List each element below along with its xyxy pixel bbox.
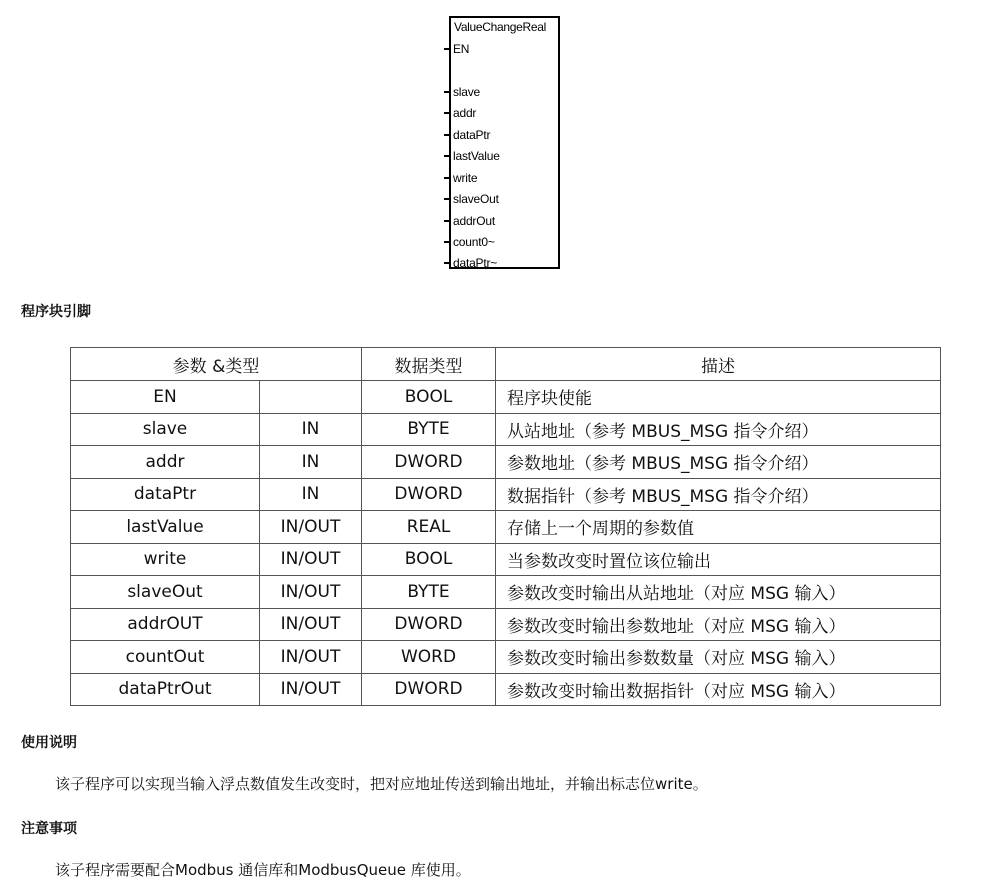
cell-data-type: DWORD	[362, 446, 496, 479]
pin-dataptrout: dataPtr~	[444, 256, 497, 270]
cell-description: 参数地址（参考 MBUS_MSG 指令介绍）	[496, 446, 941, 479]
cell-description: 程序块使能	[496, 381, 941, 414]
table-row	[71, 543, 941, 576]
cell-data-type: WORD	[362, 641, 496, 674]
pin-countout: count0~	[444, 235, 495, 249]
cell-data-type: BYTE	[362, 413, 496, 446]
header-param-type: 参数 &类型	[71, 348, 362, 381]
cell-data-type: BOOL	[362, 381, 496, 414]
table-row	[71, 511, 941, 544]
cell-param: EN	[71, 381, 260, 414]
cell-data-type: REAL	[362, 511, 496, 544]
table-row	[71, 381, 941, 414]
function-block	[449, 16, 560, 269]
cell-data-type: DWORD	[362, 608, 496, 641]
cell-data-type: BYTE	[362, 576, 496, 609]
cell-data-type: DWORD	[362, 478, 496, 511]
cell-direction: IN/OUT	[260, 543, 362, 576]
notes-text: 该子程序需要配合Modbus 通信库和ModbusQueue 库使用。	[55, 861, 471, 879]
cell-param: dataPtr	[71, 478, 260, 511]
table-row	[71, 576, 941, 609]
table-row	[71, 478, 941, 511]
table-row	[71, 673, 941, 706]
cell-param: lastValue	[71, 511, 260, 544]
table-row	[71, 446, 941, 479]
notes-heading: 注意事项	[21, 821, 77, 837]
cell-direction: IN/OUT	[260, 608, 362, 641]
section-pins-heading: 程序块引脚	[21, 304, 91, 320]
usage-heading: 使用说明	[21, 735, 77, 751]
function-block-title: ValueChangeReal	[454, 20, 547, 34]
cell-param: slave	[71, 413, 260, 446]
cell-direction: IN	[260, 446, 362, 479]
cell-description: 当参数改变时置位该位输出	[496, 543, 941, 576]
header-data-type: 数据类型	[362, 348, 496, 381]
table-row	[71, 413, 941, 446]
cell-direction: IN/OUT	[260, 641, 362, 674]
cell-direction: IN	[260, 478, 362, 511]
cell-data-type: BOOL	[362, 543, 496, 576]
cell-param: dataPtrOut	[71, 673, 260, 706]
cell-direction: IN/OUT	[260, 511, 362, 544]
cell-data-type: DWORD	[362, 673, 496, 706]
pin-slave: slave	[444, 85, 480, 99]
cell-description: 参数改变时输出从站地址（对应 MSG 输入）	[496, 576, 941, 609]
pin-dataptr: dataPtr	[444, 128, 490, 142]
cell-description: 参数改变时输出参数数量（对应 MSG 输入）	[496, 641, 941, 674]
pin-addrout: addrOut	[444, 214, 495, 228]
cell-description: 存储上一个周期的参数值	[496, 511, 941, 544]
pin-en: EN	[444, 42, 469, 56]
cell-description: 从站地址（参考 MBUS_MSG 指令介绍）	[496, 413, 941, 446]
header-description: 描述	[496, 348, 941, 381]
cell-param: write	[71, 543, 260, 576]
usage-text: 该子程序可以实现当输入浮点数值发生改变时，把对应地址传送到输出地址，并输出标志位write。	[55, 775, 708, 793]
cell-param: countOut	[71, 641, 260, 674]
cell-param: addrOUT	[71, 608, 260, 641]
cell-direction: IN/OUT	[260, 576, 362, 609]
table-row	[71, 608, 941, 641]
cell-direction: IN	[260, 413, 362, 446]
pin-slaveout: slaveOut	[444, 192, 499, 206]
cell-param: addr	[71, 446, 260, 479]
cell-description: 参数改变时输出参数地址（对应 MSG 输入）	[496, 608, 941, 641]
pin-lastvalue: lastValue	[444, 149, 500, 163]
table-row	[71, 641, 941, 674]
pins-table	[70, 347, 941, 706]
pin-addr: addr	[444, 106, 476, 120]
table-header-row	[71, 348, 941, 381]
pin-write: write	[444, 171, 477, 185]
cell-param: slaveOut	[71, 576, 260, 609]
cell-description: 数据指针（参考 MBUS_MSG 指令介绍）	[496, 478, 941, 511]
cell-direction	[260, 381, 362, 414]
cell-direction: IN/OUT	[260, 673, 362, 706]
cell-description: 参数改变时输出数据指针（对应 MSG 输入）	[496, 673, 941, 706]
